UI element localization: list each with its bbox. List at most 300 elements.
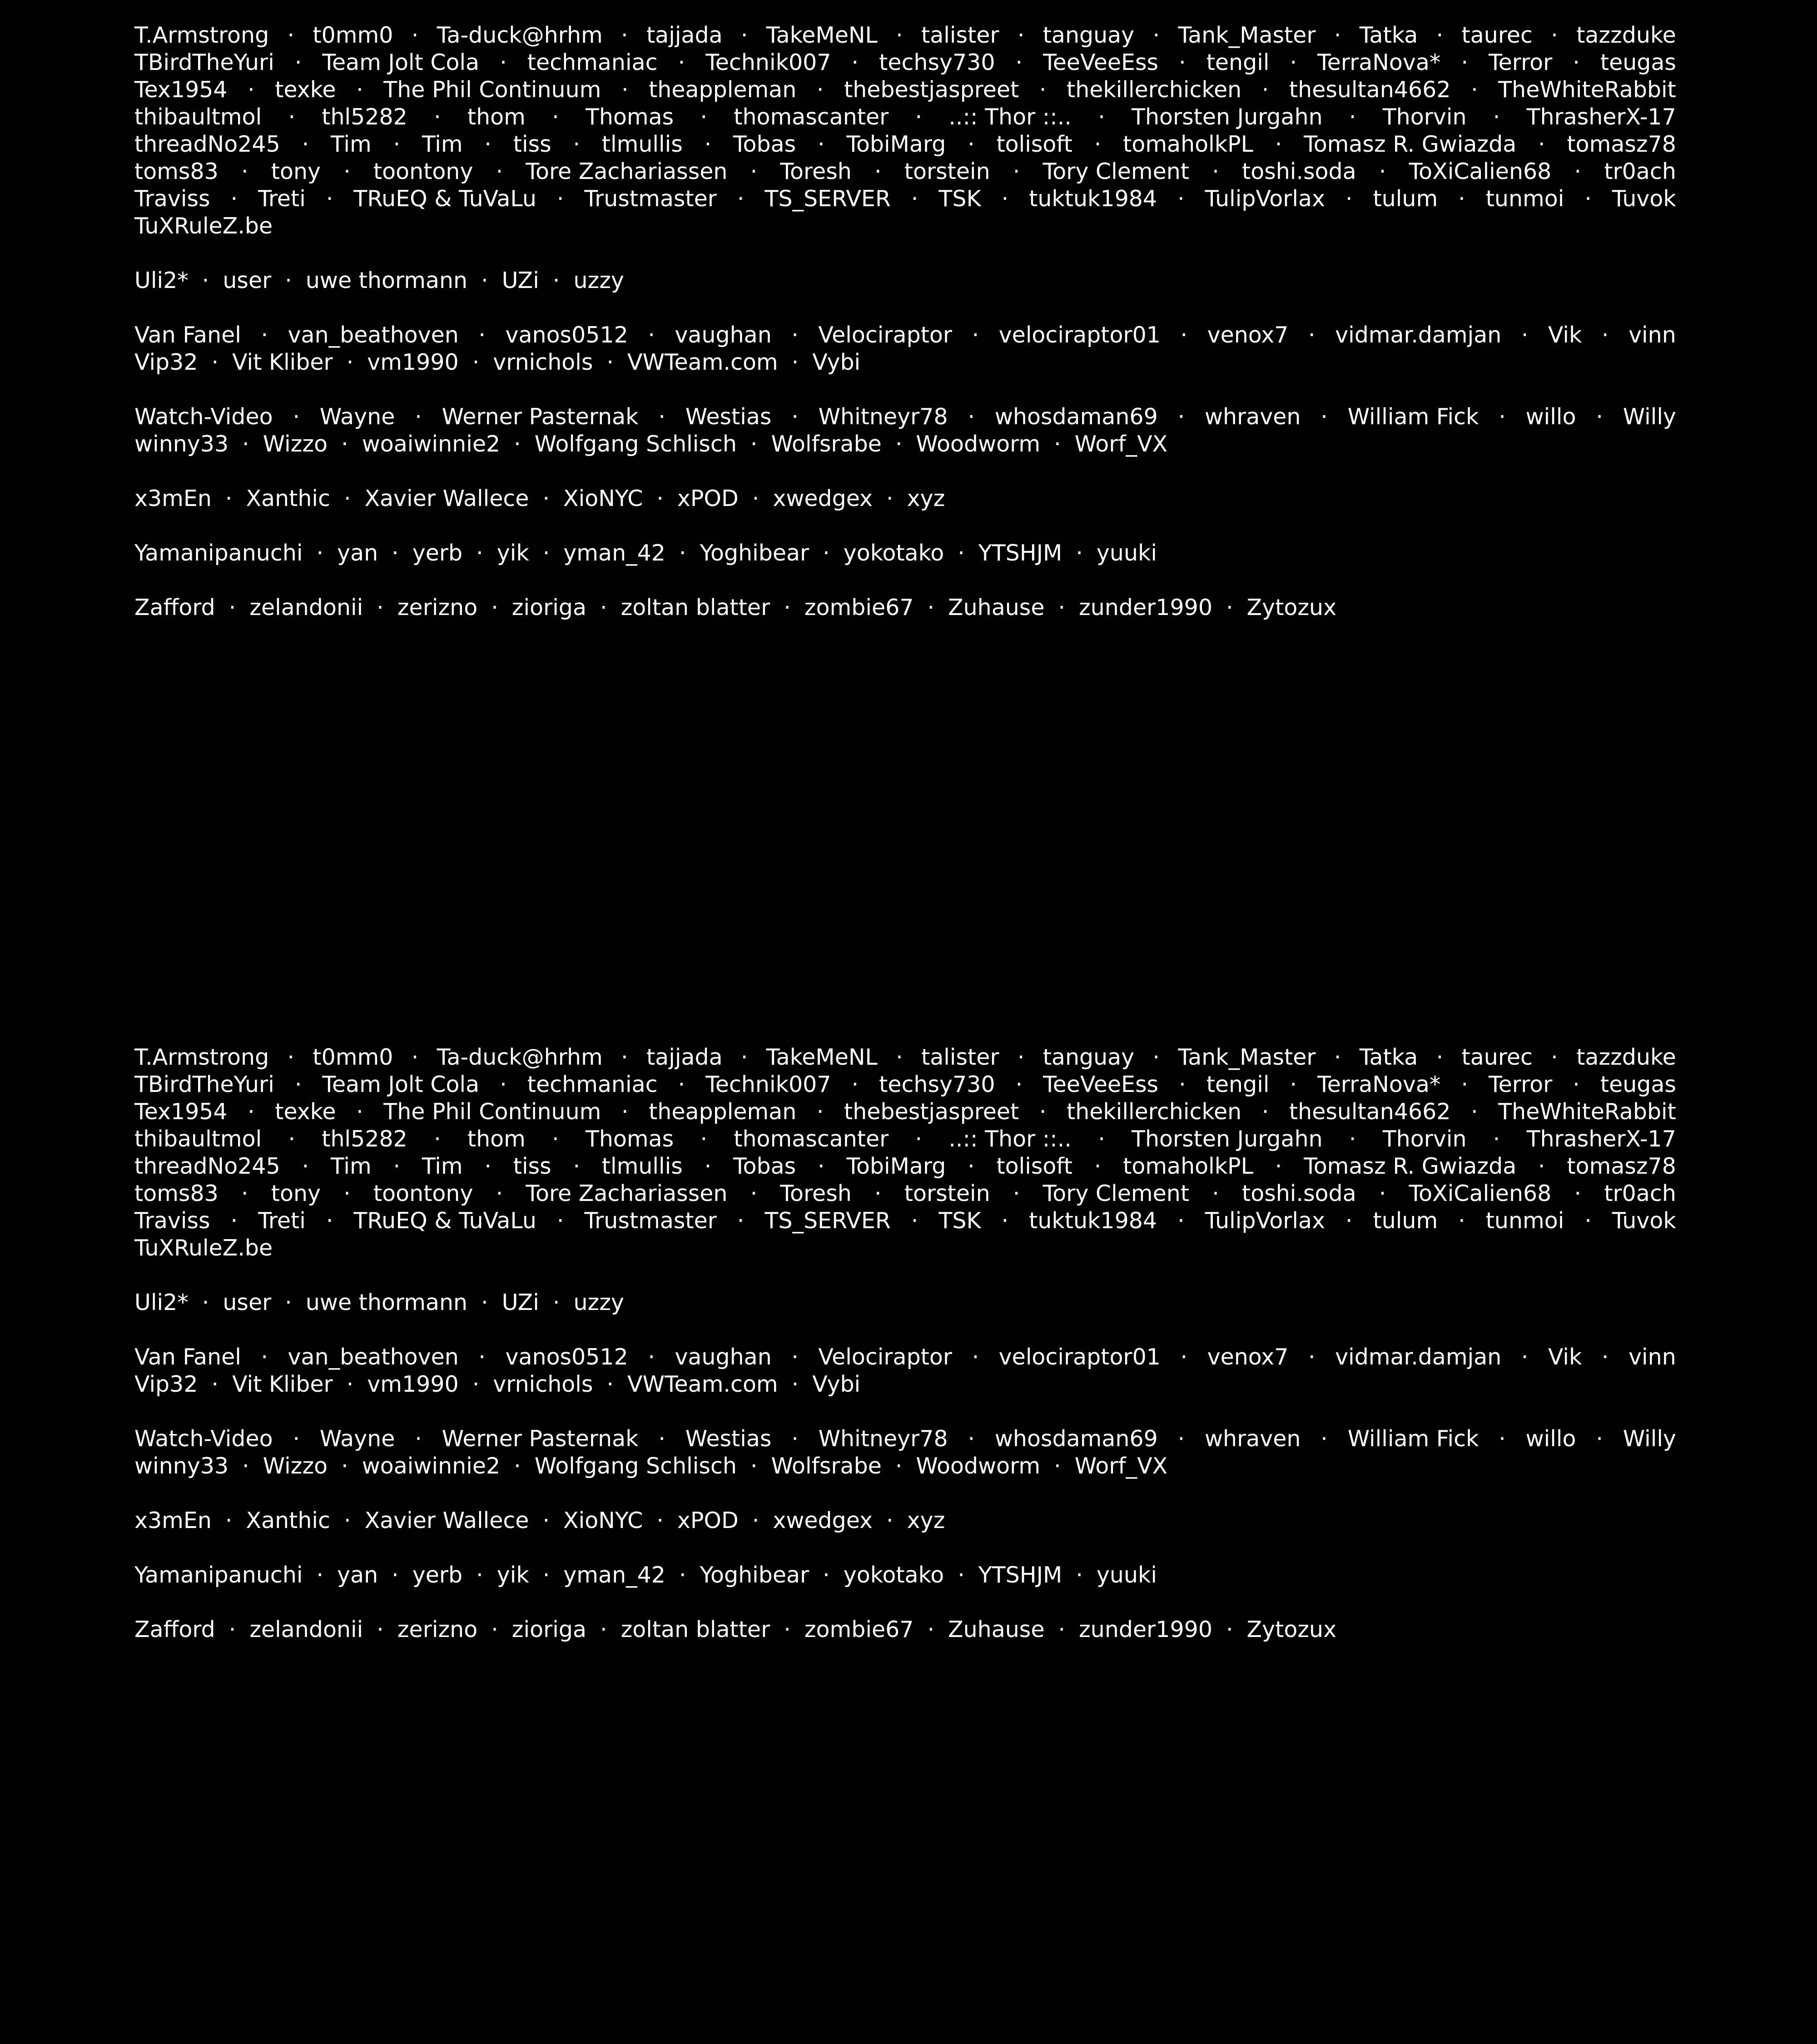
separator-dot: ·	[784, 595, 791, 620]
contributor-name: van_beathoven	[288, 322, 459, 348]
contributor-name: TeeVeeEss	[1043, 1072, 1159, 1097]
contributor-name: torstein	[904, 159, 990, 184]
name-line	[134, 213, 1676, 240]
separator-dot: ·	[202, 268, 209, 293]
separator-dot: ·	[225, 486, 233, 511]
contributor-name: Tatka	[1359, 22, 1418, 48]
contributor-name: uzzy	[573, 1290, 624, 1315]
contributor-name: tiss	[513, 131, 551, 157]
contributor-name: Xavier Wallece	[364, 1508, 529, 1533]
separator-dot: ·	[1584, 186, 1592, 212]
contributor-name: tomaholkPL	[1123, 1153, 1253, 1179]
contributor-name: Whitneyr78	[818, 404, 948, 430]
separator-dot: ·	[750, 159, 758, 184]
contributor-name: texke	[275, 77, 336, 103]
contributor-name: xwedgex	[773, 486, 873, 511]
separator-dot: ·	[341, 1453, 348, 1479]
separator-dot: ·	[621, 1044, 628, 1070]
separator-dot: ·	[737, 1208, 745, 1234]
contributor-name: Yamanipanuchi	[134, 1562, 303, 1588]
contributor-name: Tobas	[733, 1153, 796, 1179]
contributor-name: thl5282	[322, 1126, 407, 1152]
separator-dot: ·	[1179, 50, 1186, 75]
contributor-name: Wolfsrabe	[771, 1453, 882, 1479]
contributor-name: Team Jolt Cola	[322, 1072, 480, 1097]
name-line	[134, 1235, 1676, 1262]
separator-dot: ·	[927, 595, 935, 620]
separator-dot: ·	[1261, 77, 1269, 103]
separator-dot: ·	[542, 1508, 550, 1533]
contributor-name: yik	[496, 1562, 529, 1588]
contributor-name: William Fick	[1347, 404, 1479, 430]
contributor-name: Worf_VX	[1074, 1453, 1168, 1479]
separator-dot: ·	[915, 104, 923, 130]
contributor-name: Thorvin	[1382, 1126, 1467, 1152]
contributor-name: Yamanipanuchi	[134, 540, 303, 566]
contributor-name: XioNYC	[563, 1508, 643, 1533]
separator-dot: ·	[1458, 186, 1465, 212]
separator-dot: ·	[293, 1426, 300, 1452]
name-line	[134, 1044, 1676, 1071]
separator-dot: ·	[1596, 1426, 1603, 1452]
separator-dot: ·	[343, 486, 351, 511]
contributor-name: tiss	[513, 1153, 551, 1179]
contributor-name: uwe thormann	[305, 1290, 468, 1315]
contributor-name: Toresh	[780, 159, 852, 184]
contributor-name: Zytozux	[1246, 595, 1337, 620]
contributor-name: TakeMeNL	[766, 22, 878, 48]
separator-dot: ·	[1152, 1044, 1160, 1070]
contributor-name: Westias	[685, 404, 772, 430]
contributor-name: Woodworm	[916, 431, 1041, 457]
separator-dot: ·	[1493, 1126, 1500, 1152]
separator-dot: ·	[285, 1290, 292, 1315]
separator-dot: ·	[484, 1153, 491, 1179]
contributor-name: Vit Kliber	[232, 1371, 333, 1397]
name-line	[134, 540, 1676, 567]
separator-dot: ·	[1058, 1617, 1066, 1642]
contributor-name: UZi	[501, 1290, 539, 1315]
separator-dot: ·	[472, 1371, 480, 1397]
contributor-name: William Fick	[1347, 1426, 1479, 1452]
separator-dot: ·	[927, 1617, 935, 1642]
contributor-name: tomasz78	[1567, 1153, 1676, 1179]
contributor-name: torstein	[904, 1181, 990, 1206]
contributor-name: Uli2*	[134, 268, 189, 293]
separator-dot: ·	[1573, 1072, 1580, 1097]
contributor-name: tajjada	[646, 22, 723, 48]
contributor-name: velociraptor01	[998, 322, 1161, 348]
contributor-name: Zytozux	[1246, 1617, 1337, 1642]
contributor-name: yan	[337, 1562, 378, 1588]
contributor-name: Willy	[1623, 1426, 1676, 1452]
contributor-name: Wolfgang Schlisch	[534, 1453, 737, 1479]
separator-dot: ·	[1098, 104, 1105, 130]
contributor-name: Zuhause	[948, 595, 1045, 620]
separator-dot: ·	[658, 404, 665, 430]
contributor-name: Willy	[1623, 404, 1676, 430]
name-group-y	[134, 540, 1676, 567]
separator-dot: ·	[500, 50, 507, 75]
separator-dot: ·	[816, 1099, 824, 1125]
separator-dot: ·	[1261, 1099, 1269, 1125]
separator-dot: ·	[1290, 1072, 1297, 1097]
contributor-name: Vip32	[134, 1371, 198, 1397]
name-group-z	[134, 594, 1676, 621]
separator-dot: ·	[1521, 1344, 1529, 1370]
name-line	[134, 1153, 1676, 1180]
separator-dot: ·	[968, 1153, 975, 1179]
contributor-name: TuXRuleZ.be	[134, 1235, 273, 1261]
contributor-name: tunmoi	[1485, 1208, 1564, 1234]
separator-dot: ·	[261, 1344, 268, 1370]
separator-dot: ·	[1013, 1181, 1020, 1206]
contributor-name: Xanthic	[246, 486, 330, 511]
contributor-name: Ta-duck@hrhm	[437, 1044, 603, 1070]
name-line	[134, 485, 1676, 512]
contributor-name: TSK	[938, 186, 981, 212]
separator-dot: ·	[1177, 404, 1185, 430]
contributor-name: yan	[337, 540, 378, 566]
name-line	[134, 1098, 1676, 1126]
contributor-name: Watch-Video	[134, 404, 273, 430]
separator-dot: ·	[1493, 104, 1500, 130]
contributor-name: techmaniac	[527, 1072, 658, 1097]
contributor-name: Ta-duck@hrhm	[437, 22, 603, 48]
contributor-name: Vik	[1548, 322, 1582, 348]
separator-dot: ·	[552, 1126, 559, 1152]
contributor-name: Treti	[258, 186, 306, 212]
contributor-name: tulum	[1373, 1208, 1438, 1234]
separator-dot: ·	[750, 431, 758, 457]
contributor-name: tlmullis	[601, 1153, 683, 1179]
name-group-t	[134, 1044, 1676, 1262]
contributor-name: Vit Kliber	[232, 349, 333, 375]
contributor-name: TakeMeNL	[766, 1044, 878, 1070]
contributor-name: Team Jolt Cola	[322, 50, 480, 75]
contributor-name: tazzduke	[1576, 22, 1676, 48]
contributor-name: Tore Zachariassen	[526, 159, 728, 184]
contributor-name: Velociraptor	[818, 1344, 953, 1370]
contributor-name: Wolfsrabe	[771, 431, 882, 457]
separator-dot: ·	[1076, 540, 1083, 566]
separator-dot: ·	[648, 1344, 655, 1370]
separator-dot: ·	[621, 1099, 629, 1125]
name-line	[134, 403, 1676, 431]
contributor-name: thekillerchicken	[1066, 1099, 1242, 1125]
separator-dot: ·	[341, 431, 348, 457]
separator-dot: ·	[285, 268, 292, 293]
separator-dot: ·	[481, 268, 488, 293]
separator-dot: ·	[656, 486, 664, 511]
separator-dot: ·	[704, 1153, 712, 1179]
contributor-name: vaughan	[675, 322, 772, 348]
separator-dot: ·	[514, 431, 521, 457]
contributor-name: zoltan blatter	[621, 595, 770, 620]
contributor-name: zombie67	[804, 595, 914, 620]
contributor-name: Thomas	[585, 1126, 674, 1152]
contributor-name: Yoghibear	[700, 1562, 809, 1588]
contributor-name: t0mm0	[313, 22, 393, 48]
separator-dot: ·	[1212, 159, 1219, 184]
contributor-name: user	[223, 268, 272, 293]
contributor-name: xPOD	[677, 486, 739, 511]
separator-dot: ·	[1177, 186, 1185, 212]
separator-dot: ·	[874, 1181, 882, 1206]
separator-dot: ·	[248, 1099, 255, 1125]
separator-dot: ·	[1094, 131, 1102, 157]
separator-dot: ·	[476, 540, 483, 566]
contributor-name: talister	[921, 22, 999, 48]
separator-dot: ·	[294, 1072, 302, 1097]
separator-dot: ·	[1015, 1072, 1023, 1097]
separator-dot: ·	[542, 540, 550, 566]
contributor-name: tuktuk1984	[1029, 186, 1157, 212]
contributor-name: Trustmaster	[584, 186, 717, 212]
contributor-name: zombie67	[804, 1617, 914, 1642]
name-line	[134, 131, 1676, 158]
contributor-name: ToXiCalien68	[1409, 159, 1552, 184]
contributor-name: tunmoi	[1485, 186, 1564, 212]
separator-dot: ·	[1345, 1208, 1353, 1234]
separator-dot: ·	[1076, 1562, 1083, 1588]
contributor-name: VWTeam.com	[627, 1371, 778, 1397]
contributor-name: Tomasz R. Gwiazda	[1304, 131, 1517, 157]
contributor-name: theappleman	[649, 1099, 797, 1125]
separator-dot: ·	[791, 404, 799, 430]
contributor-name: zioriga	[511, 1617, 586, 1642]
separator-dot: ·	[293, 404, 300, 430]
name-line	[134, 1180, 1676, 1207]
contributor-name: Werner Pasternak	[442, 1426, 639, 1452]
name-line	[134, 349, 1676, 376]
name-line	[134, 158, 1676, 185]
separator-dot: ·	[1584, 1208, 1592, 1234]
contributor-name: tlmullis	[601, 131, 683, 157]
separator-dot: ·	[791, 1371, 799, 1397]
separator-dot: ·	[228, 595, 236, 620]
separator-dot: ·	[750, 1453, 758, 1479]
contributor-name: toontony	[373, 1181, 473, 1206]
contributor-name: threadNo245	[134, 131, 280, 157]
separator-dot: ·	[1601, 1344, 1609, 1370]
contributor-name: Thomas	[585, 104, 674, 130]
contributor-name: tr0ach	[1604, 159, 1676, 184]
contributor-name: t0mm0	[313, 1044, 393, 1070]
contributor-name: toontony	[373, 159, 473, 184]
contributor-name: Technik007	[705, 50, 831, 75]
separator-dot: ·	[228, 1617, 236, 1642]
contributor-name: yerb	[412, 540, 463, 566]
name-group-x	[134, 485, 1676, 512]
separator-dot: ·	[302, 1153, 309, 1179]
separator-dot: ·	[211, 1371, 219, 1397]
separator-dot: ·	[874, 159, 882, 184]
contributor-name: yerb	[412, 1562, 463, 1588]
separator-dot: ·	[500, 1072, 507, 1097]
separator-dot: ·	[287, 22, 295, 48]
separator-dot: ·	[911, 186, 918, 212]
name-group-y	[134, 1562, 1676, 1589]
contributor-name: Trustmaster	[584, 1208, 717, 1234]
separator-dot: ·	[958, 540, 965, 566]
separator-dot: ·	[393, 1153, 401, 1179]
contributor-name: yuuki	[1096, 540, 1157, 566]
contributor-name: toms83	[134, 159, 218, 184]
contributor-name: whraven	[1204, 404, 1301, 430]
separator-dot: ·	[316, 540, 324, 566]
separator-dot: ·	[678, 50, 685, 75]
separator-dot: ·	[1379, 159, 1386, 184]
contributor-name: Uli2*	[134, 1290, 189, 1315]
contributor-name: tolisoft	[996, 1153, 1072, 1179]
separator-dot: ·	[411, 1044, 419, 1070]
contributor-name: tuktuk1984	[1029, 1208, 1157, 1234]
name-line	[134, 22, 1676, 49]
contributor-name: TBirdTheYuri	[134, 1072, 274, 1097]
separator-dot: ·	[1015, 50, 1023, 75]
separator-dot: ·	[1180, 1344, 1188, 1370]
contributor-name: Zafford	[134, 595, 215, 620]
contributor-name: Van Fanel	[134, 1344, 241, 1370]
contributor-name: Terror	[1489, 1072, 1553, 1097]
separator-dot: ·	[248, 77, 255, 103]
separator-dot: ·	[851, 50, 859, 75]
separator-dot: ·	[911, 1208, 918, 1234]
name-line	[134, 49, 1676, 76]
separator-dot: ·	[823, 540, 830, 566]
separator-dot: ·	[552, 104, 559, 130]
contributor-name: tolisoft	[996, 131, 1072, 157]
contributor-name: ToXiCalien68	[1409, 1181, 1552, 1206]
separator-dot: ·	[1177, 1426, 1185, 1452]
separator-dot: ·	[552, 268, 560, 293]
contributor-name: zunder1990	[1079, 595, 1212, 620]
contributor-name: willo	[1525, 404, 1576, 430]
contributor-name: Tory Clement	[1043, 1181, 1190, 1206]
separator-dot: ·	[621, 22, 628, 48]
contributor-name: TheWhiteRabbit	[1498, 1099, 1676, 1125]
contributor-name: TRuEQ & TuVaLu	[353, 1208, 536, 1234]
separator-dot: ·	[1499, 1426, 1506, 1452]
separator-dot: ·	[202, 1290, 209, 1315]
contributor-name: Thorsten Jurgahn	[1132, 104, 1323, 130]
separator-dot: ·	[346, 1371, 354, 1397]
separator-dot: ·	[552, 1290, 560, 1315]
contributor-name: ThrasherX-17	[1526, 104, 1676, 130]
separator-dot: ·	[968, 131, 975, 157]
contributor-name: xyz	[907, 1508, 945, 1533]
separator-dot: ·	[556, 1208, 564, 1234]
separator-dot: ·	[1179, 1072, 1186, 1097]
contributor-name: techsy730	[879, 1072, 995, 1097]
contributor-name: venox7	[1207, 1344, 1289, 1370]
contributor-name: theappleman	[649, 77, 797, 103]
separator-dot: ·	[656, 1508, 664, 1533]
separator-dot: ·	[1308, 322, 1316, 348]
contributor-name: techmaniac	[527, 50, 658, 75]
contributor-name: threadNo245	[134, 1153, 280, 1179]
separator-dot: ·	[896, 1044, 903, 1070]
contributor-name: Tatka	[1359, 1044, 1418, 1070]
separator-dot: ·	[737, 186, 745, 212]
separator-dot: ·	[472, 349, 480, 375]
contributor-name: vinn	[1628, 1344, 1676, 1370]
name-line	[134, 1126, 1676, 1153]
contributor-name: whosdaman69	[994, 404, 1158, 430]
contributor-name: TulipVorlax	[1205, 1208, 1325, 1234]
contributor-name: toshi.soda	[1242, 159, 1356, 184]
name-group-v	[134, 1344, 1676, 1398]
contributor-name: vrnichols	[493, 349, 593, 375]
name-group-w	[134, 1425, 1676, 1480]
separator-dot: ·	[356, 77, 363, 103]
contributor-name: tulum	[1373, 186, 1438, 212]
contributor-name: texke	[275, 1099, 336, 1125]
contributor-name: uwe thormann	[305, 268, 468, 293]
separator-dot: ·	[1001, 1208, 1009, 1234]
separator-dot: ·	[1574, 159, 1582, 184]
contributor-name: T.Armstrong	[134, 1044, 269, 1070]
separator-dot: ·	[288, 1126, 296, 1152]
contributor-name: Werner Pasternak	[442, 404, 639, 430]
separator-dot: ·	[972, 1344, 979, 1370]
contributor-name: TobiMarg	[846, 131, 946, 157]
contributor-name: vrnichols	[493, 1371, 593, 1397]
separator-dot: ·	[356, 1099, 363, 1125]
contributor-name: The Phil Continuum	[383, 1099, 601, 1125]
separator-dot: ·	[411, 22, 419, 48]
separator-dot: ·	[1321, 404, 1328, 430]
name-line	[134, 1371, 1676, 1398]
contributor-name: Vybi	[812, 349, 861, 375]
contributor-name: TS_SERVER	[765, 186, 891, 212]
contributor-name: Wayne	[319, 404, 395, 430]
contributor-name: Worf_VX	[1074, 431, 1168, 457]
contributor-name: tr0ach	[1604, 1181, 1676, 1206]
contributor-name: Tim	[330, 131, 372, 157]
contributor-name: thomascanter	[734, 104, 889, 130]
separator-dot: ·	[851, 1072, 859, 1097]
separator-dot: ·	[225, 1508, 233, 1533]
separator-dot: ·	[1054, 431, 1061, 457]
separator-dot: ·	[478, 322, 486, 348]
contributor-name: x3mEn	[134, 1508, 212, 1533]
contributor-name: Xanthic	[246, 1508, 330, 1533]
separator-dot: ·	[377, 595, 384, 620]
separator-dot: ·	[1308, 1344, 1316, 1370]
separator-dot: ·	[1094, 1153, 1102, 1179]
separator-dot: ·	[968, 1426, 975, 1452]
contributor-name: zelandonii	[249, 1617, 363, 1642]
contributor-name: teugas	[1600, 50, 1676, 75]
contributor-name: Yoghibear	[700, 540, 809, 566]
contributor-name: user	[223, 1290, 272, 1315]
contributor-name: TobiMarg	[846, 1153, 946, 1179]
separator-dot: ·	[886, 1508, 894, 1533]
separator-dot: ·	[1321, 1426, 1328, 1452]
contributor-name: TerraNova*	[1317, 1072, 1441, 1097]
separator-dot: ·	[784, 1617, 791, 1642]
separator-dot: ·	[1379, 1181, 1386, 1206]
contributor-name: yman_42	[563, 540, 665, 566]
name-line	[134, 431, 1676, 458]
separator-dot: ·	[1013, 159, 1020, 184]
contributor-name: xPOD	[677, 1508, 739, 1533]
contributor-name: Zuhause	[948, 1617, 1045, 1642]
contributor-name: thibaultmol	[134, 104, 262, 130]
separator-dot: ·	[1499, 404, 1506, 430]
